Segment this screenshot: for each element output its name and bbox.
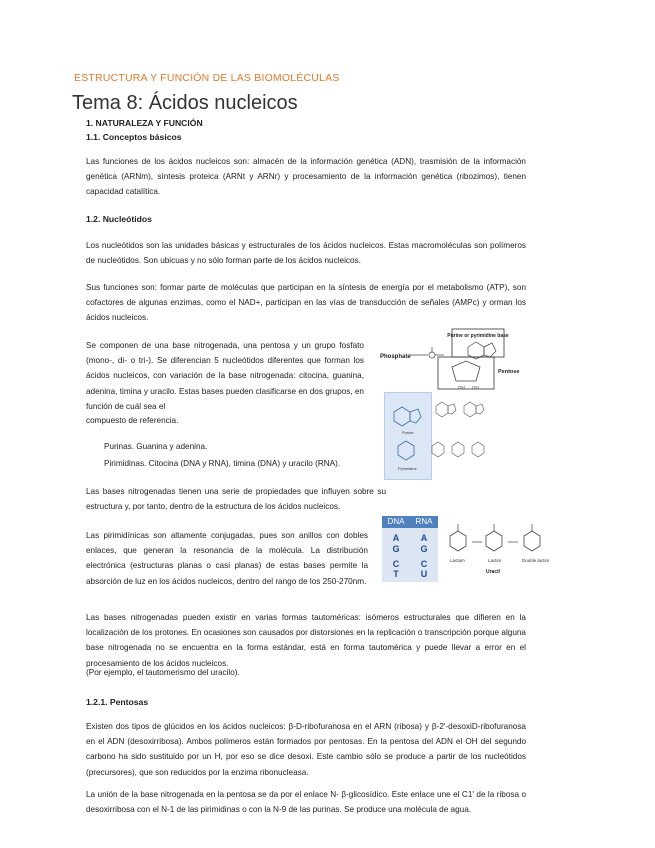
paragraph-nucleotidos: Los nucleótidos son las unidades básicas y estructurales de los ácidos nucleicos. Estas macromoléculas son polímeros de nucleótidos. Son ubicuas y no sólo forman parte de los ácidos nucleicos. [86,241,526,266]
base-box-label: Purine or pyrimidine base [447,333,509,339]
paragraph-compuesto: compuesto de referencia. [86,416,179,425]
paragraph-pentosas: Existen dos tipos de glúcidos en los ácidos nucleicos: β-D-ribofuranosa en el ARN (ribosa) y β-2'-desoxiD-ribofuranosa en el ADN (desoxirribosa). Ambos polímeros están formados por pentosas. En la pentosa del ADN el OH del segundo carbono ha sido sustituido por un H, por eso se dice desoxi. Este cambio sólo se produce a partir de los nucleótidos (precursores), que son reducidos por la enzima ribonucleasa. [86,722,526,777]
oh-label-2: OH [472,385,479,390]
uracil-ring [472,442,484,457]
paragraph-componen: Se componen de una base nitrogenada, una pentosa y un grupo fosfato (mono-, di- o tri-). Se diferencian 5 nucleótidos diferentes que forman los ácidos nucleicos, con variación de la base nitrogenada: citocina, guanina, adenina, timina y uracilo. Estas bases pueden clasificarse en dos grupos, en función de cuál sea el [86,341,364,411]
lactam-ring [450,531,466,551]
table-cell: G [392,544,400,554]
dna-rna-table [382,516,438,582]
table-cell: C [420,559,428,569]
double-lactim-label: Double lactim [522,558,550,563]
purine-label: Purine [402,430,414,435]
base-ring-2 [484,343,496,357]
thymine-ring [452,442,464,457]
paragraph-funciones: Las funciones de los ácidos nucleicos son: almacén de la información genética (ADN), trasmisión de la información genética (ARNm), síntesis proteica (ARNt y ARNr) y procesamiento de la información genética (ribozimos), tienen capacidad catalítica. [86,157,526,197]
list-item-pirimidinas: Pirimidinas. Citocina (DNA y RNA), timina (DNA) y uracilo (RNA). [104,459,341,468]
guanine-ring-5 [476,404,484,414]
adenine-ring-5 [448,404,456,414]
table-cell: A [392,533,400,543]
phosphate-group [429,352,435,358]
pyrimidine-label: Pyrimidine [398,466,417,471]
uracil-name: Uracil [486,569,500,575]
table-cell: A [420,533,428,543]
cytosine-ring [432,442,444,457]
nucleotide-structure-figure [380,325,530,395]
base-ring [468,342,484,359]
heading-conceptos: 1.1. Conceptos básicos [86,132,182,142]
table-cell: G [420,544,428,554]
guanine-ring [464,402,476,417]
heading-naturaleza: 1. NATURALEZA Y FUNCIÓN [86,118,203,128]
list-item-purinas: Purinas. Guanina y adenina. [104,442,208,451]
lactam-label: Lactam [450,558,465,563]
pyrimidine-ring [398,441,414,460]
lactim-ring [486,531,502,551]
pentose-box [438,357,494,389]
table-cell: C [392,559,400,569]
oh-label-1: OH [458,385,465,390]
pentose-ring [452,361,480,381]
paragraph-ejemplo: (Por ejemplo, el tautomerismo del uracilo). [86,668,240,677]
table-header-rna: RNA [415,517,433,526]
pentose-label: Pentose [498,369,520,375]
table-cell: T [393,569,399,579]
paragraph-union: La unión de la base nitrogenada en la pentosa se da por el enlace N- β-glicosídico. Este enlace une el C1' de la ribosa o desoxirribosa con el N-1 de las pirimidinas o con la N-9 de las purinas. Se produce una molécula de agua. [86,790,526,815]
paragraph-sus-funciones: Sus funciones son: formar parte de moléculas que participan en la síntesis de energía por el metabolismo (ATP), son cofactores de algunas enzimas, como el NAD+, participan en las vías de transducción de señales (AMPc) y orman los ácidos nucleicos. [86,283,526,323]
paragraph-tautomericas: Las bases nitrogenadas pueden existir en varias formas tautoméricas: isómeros estructurales que difieren en la localización de los protones. En ocasiones son causados por distorsiones en la replicación o transcripción porque alguna base nitrogenada no se encuentra en la forma estándar, está en forma tautomérica y puede llevar a error en el procesamiento de los ácidos nucleicos. [86,613,526,668]
paragraph-propiedades: Las bases nitrogenadas tienen una serie de propiedades que influyen sobre su estructura y, por tanto, dentro de la estructura de los ácidos nucleicos. [86,487,386,512]
paragraph-pirimidinicas: Las pirimidínicas son altamente conjugadas, pues son anillos con dobles enlaces, que generan la resonancia de la molécula. La distribución electrónica (estructuras planas o casi planas) de estas bases permite la absorción de luz en los ácidos nucleicos, dentro del rango de los 250-270nm. [86,531,368,586]
purine-ring-5 [410,409,421,423]
heading-nucleotidos: 1.2. Nucleótidos [86,214,152,224]
double-lactim-ring [524,531,540,551]
heading-pentosas: 1.2.1. Pentosas [86,697,149,707]
table-header-dna: DNA [387,517,405,526]
bases-figure [384,392,494,480]
adenine-ring [436,402,448,417]
page-title: Tema 8: Ácidos nucleicos [72,92,298,114]
uracil-tautomers-figure [442,516,557,578]
section-label: ESTRUCTURA Y FUNCIÓN DE LAS BIOMOLÉCULAS [74,72,340,84]
phosphate-label: Phosphate [380,354,411,360]
table-cell: U [420,569,428,579]
lactim-label: Lactim [488,558,502,563]
purine-ring-6 [394,407,410,426]
